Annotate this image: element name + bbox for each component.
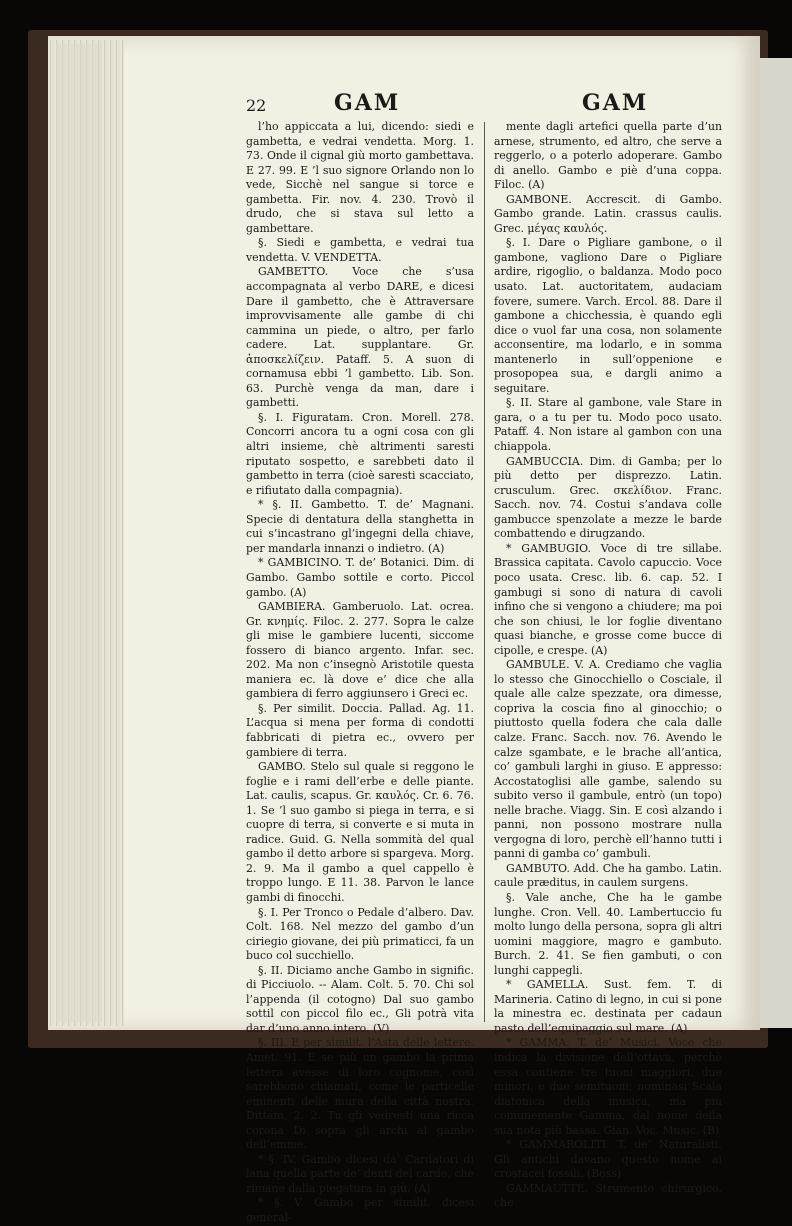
dictionary-entry: mente dagli artefici quella parte d’un arnese, strumento, ed altro, che serve a reggerlo, o a poterlo adoperare. Gambo di anello. Gambo e piè d’una coppa. Filoc. (A) bbox=[494, 120, 722, 192]
dictionary-text-block bbox=[246, 90, 726, 1225]
running-head bbox=[246, 90, 726, 120]
dictionary-entry: §. Per similit. Doccia. Pallad. Ag. 11. L’acqua si mena per forma di condotti fabbricati di pietra ec., ovvero per gambiere di terra. bbox=[246, 701, 474, 759]
headword-right: GAM bbox=[582, 90, 649, 116]
dictionary-entry: * GAMBUGIO. Voce di tre sillabe. Brassica capitata. Cavolo capuccio. Voce poco usata. Cresc. lib. 6. cap. 52. I gambugi si sono di natura di cavoli infino che si vengono a chiudere; ma poi che son chiusi, le lor foglie diventano quasi bianche, e grosse come bucce di cipolle, e crespe. (A) bbox=[494, 541, 722, 657]
dictionary-entry: * §. II. Gambetto. T. de’ Magnani. Specie di dentatura della stanghetta in cui s’incastrano gl’ingegni della chiave, per mandarla innanzi o indietro. (A) bbox=[246, 498, 474, 555]
left-column bbox=[246, 120, 474, 1226]
dictionary-entry: * GAMMA. T. de’ Musici. Voce che indica la divisione dell’ottava, perchè essa contiene tre tuoni maggiori, due minori, e due semituoni; nominasi Scala diatonica della musica, ma più comunemente Gamma, dal nome della sua nota più bassa. Gian. Voc. Music. (B) bbox=[494, 1036, 722, 1137]
dictionary-entry: §. II. Diciamo anche Gambo in signific. di Picciuolo. -- Alam. Colt. 5. 70. Chi sol l’appenda (il cotogno) Dal suo gambo sottil con piccol filo ec., Gli potrà vita dar d’uno anno intero. (V) bbox=[246, 963, 474, 1035]
dictionary-entry: §. Siedi e gambetta, e vedrai tua vendetta. V. VENDETTA. bbox=[246, 236, 474, 264]
dictionary-entry: * GAMBICINO. T. de’ Botanici. Dim. di Gambo. Gambo sottile e corto. Piccol gambo. (A) bbox=[246, 556, 474, 599]
dictionary-entry: §. I. Per Tronco o Pedale d’albero. Dav. Colt. 168. Nel mezzo del gambo d’un ciriegio giovane, dei più primaticci, fa un buco col succhiello. bbox=[246, 905, 474, 963]
dictionary-entry: * GAMMAROLITI. T. de’ Naturalisti. Gli antichi davano questo nome ai crostacei fossili. (Boss) bbox=[494, 1138, 722, 1181]
headword-left: GAM bbox=[334, 90, 401, 116]
dictionary-entry: §. III. E per similit. l’Asta delle lettere. Amet. 91. E se più un gambo la prima lettera avesse di loro cognome, così sarebbono chiamati, come le particelle eminenti delle mura della città nostra. Dittam. 2. 2. Tu gli vedresti una ricca corona Di sopra gli archi al gambo dell’emme. bbox=[246, 1036, 474, 1152]
dictionary-entry: * GAMELLA. Sust. fem. T. di Marineria. Catino di legno, in cui si pone la minestra ec. destinata per cadaun pasto dell’equipaggio sul mare. (A) bbox=[494, 978, 722, 1035]
dictionary-entry: GAMBETTO. Voce che s’usa accompagnata al verbo DARE, e dicesi Dare il gambetto, che è Attraversare improvvisamente alle gambe di chi cammina un piede, o altro, per farlo cadere. Lat. supplantare. Gr. ἀποσκελίζειν. Pataff. 5. A suon di cornamusa ebbi ’l gambetto. Lib. Son. 63. Purchè venga da man, dare i gambetti. bbox=[246, 265, 474, 410]
dictionary-entry: GAMBUTO. Add. Che ha gambo. Latin. caule præditus, in caulem surgens. bbox=[494, 861, 722, 890]
dictionary-entry: §. I. Figuratam. Cron. Morell. 278. Concorri ancora tu a ogni cosa con gli altri insieme, chè altrimenti saresti riputato sospetto, e sarebbeti dato il gambetto in terra (cioè saresti scacciato, e rifiutato dalla compagnia). bbox=[246, 410, 474, 497]
page-number: 22 bbox=[246, 96, 267, 115]
dictionary-entry: GAMBIERA. Gamberuolo. Lat. ocrea. Gr. κνημίς. Filoc. 2. 277. Sopra le calze gli mise le gambiere lucenti, siccome fossero di bianco argento. Infar. sec. 202. Ma non c’insegnò Aristotile questa maniera ec. là dove e’ dice che alla gambiera di ferro aggiunsero i Greci ec. bbox=[246, 600, 474, 701]
dictionary-entry: GAMBULE. V. A. Crediamo che vaglia lo stesso che Ginocchiello o Cosciale, il quale alle calze spezzate, ora dimesse, copriva la coscia fino al ginocchio; o piuttosto quella fodera che cala dalle calze. Franc. Sacch. nov. 76. Avendo le calze sgambate, e le brache all’antica, co’ gambuli larghi in giuso. E appresso: Accostatoglisi alle gambe, salendo su subito verso il gambule, entrò (un topo) nelle brache. Viagg. Sin. E così alzando i panni, non possono mostrare nulla vergogna di loro, perchè ell’hanno tutti i panni di gamba co’ gambuli. bbox=[494, 658, 722, 861]
dictionary-entry: GAMBO. Stelo sul quale si reggono le foglie e i rami dell’erbe e delle piante. Lat. caulis, scapus. Gr. καυλός. Cr. 6. 76. 1. Se ’l suo gambo si piega in terra, e si cuopre di terra, si converte e si muta in radice. Guid. G. Nella sommità del qual gambo il detto arbore si spargeva. Morg. 2. 9. Ma il gambo a quel cappello è troppo lungo. E 11. 38. Parvon le lance gambi di finocchi. bbox=[246, 760, 474, 904]
dictionary-entry: l’ho appiccata a lui, dicendo: siedi e gambetta, e vedrai vendetta. Morg. 1. 73. Onde il cignal giù morto gambettava. E 27. 99. E ’l suo signore Orlando non lo vede, Sicchè nel sangue si torce e gambetta. Fir. nov. 4. 230. Trovò il drudo, che si stava sul letto a gambettare. bbox=[246, 120, 474, 235]
dictionary-entry: §. II. Stare al gambone, vale Stare in gara, o a tu per tu. Modo poco usato. Pataff. 4. Non istare al gambon con una chiappola. bbox=[494, 396, 722, 454]
dictionary-entry: GAMBUCCIA. Dim. di Gamba; per lo più detto per disprezzo. Latin. crusculum. Grec. σκελίδιον. Franc. Sacch. nov. 74. Costui s’andava colle gambucce spenzolate a mezze le barde combattendo e dirugzando. bbox=[494, 454, 722, 541]
dictionary-entry: §. Vale anche, Che ha le gambe lunghe. Cron. Vell. 40. Lambertuccio fu molto lungo della persona, sopra gli altri uomini maggiore, magro e gambuto. Burch. 2. 41. Se fien gambuti, o con lunghi cappegli. bbox=[494, 890, 722, 977]
dictionary-entry: GAMBONE. Accrescit. di Gambo. Gambo grande. Latin. crassus caulis. Grec. μέγας καυλός. bbox=[494, 192, 722, 235]
page-fore-edge-shadow bbox=[56, 44, 102, 1022]
dictionary-entry: GAMMAUTTE. Strumento chirurgico, che bbox=[494, 1181, 722, 1210]
column-rule bbox=[484, 122, 485, 1022]
right-column bbox=[494, 120, 722, 1211]
dictionary-entry: §. I. Dare o Pigliare gambone, o il gambone, vagliono Dare o Pigliare ardire, rigoglio, o baldanza. Modo poco usato. Lat. auctoritatem, audaciam fovere, sumere. Varch. Ercol. 88. Dare il gambone a chicchessia, è quando egli dice o vuol far una cosa, non solamente acconsentire, ma lodarlo, e in somma mantenerlo in sull’oppenione e prosopopea sua, e dargli animo a seguitare. bbox=[494, 236, 722, 395]
dictionary-entry: * §. V. Gambo per similit. dicesi general- bbox=[246, 1196, 474, 1225]
dictionary-entry: * §. IV. Gambo dicesi da’ Cardatori di lana quella parte de’ denti del cardo, che rimane dalla piegatura in giù. (A) bbox=[246, 1152, 474, 1195]
